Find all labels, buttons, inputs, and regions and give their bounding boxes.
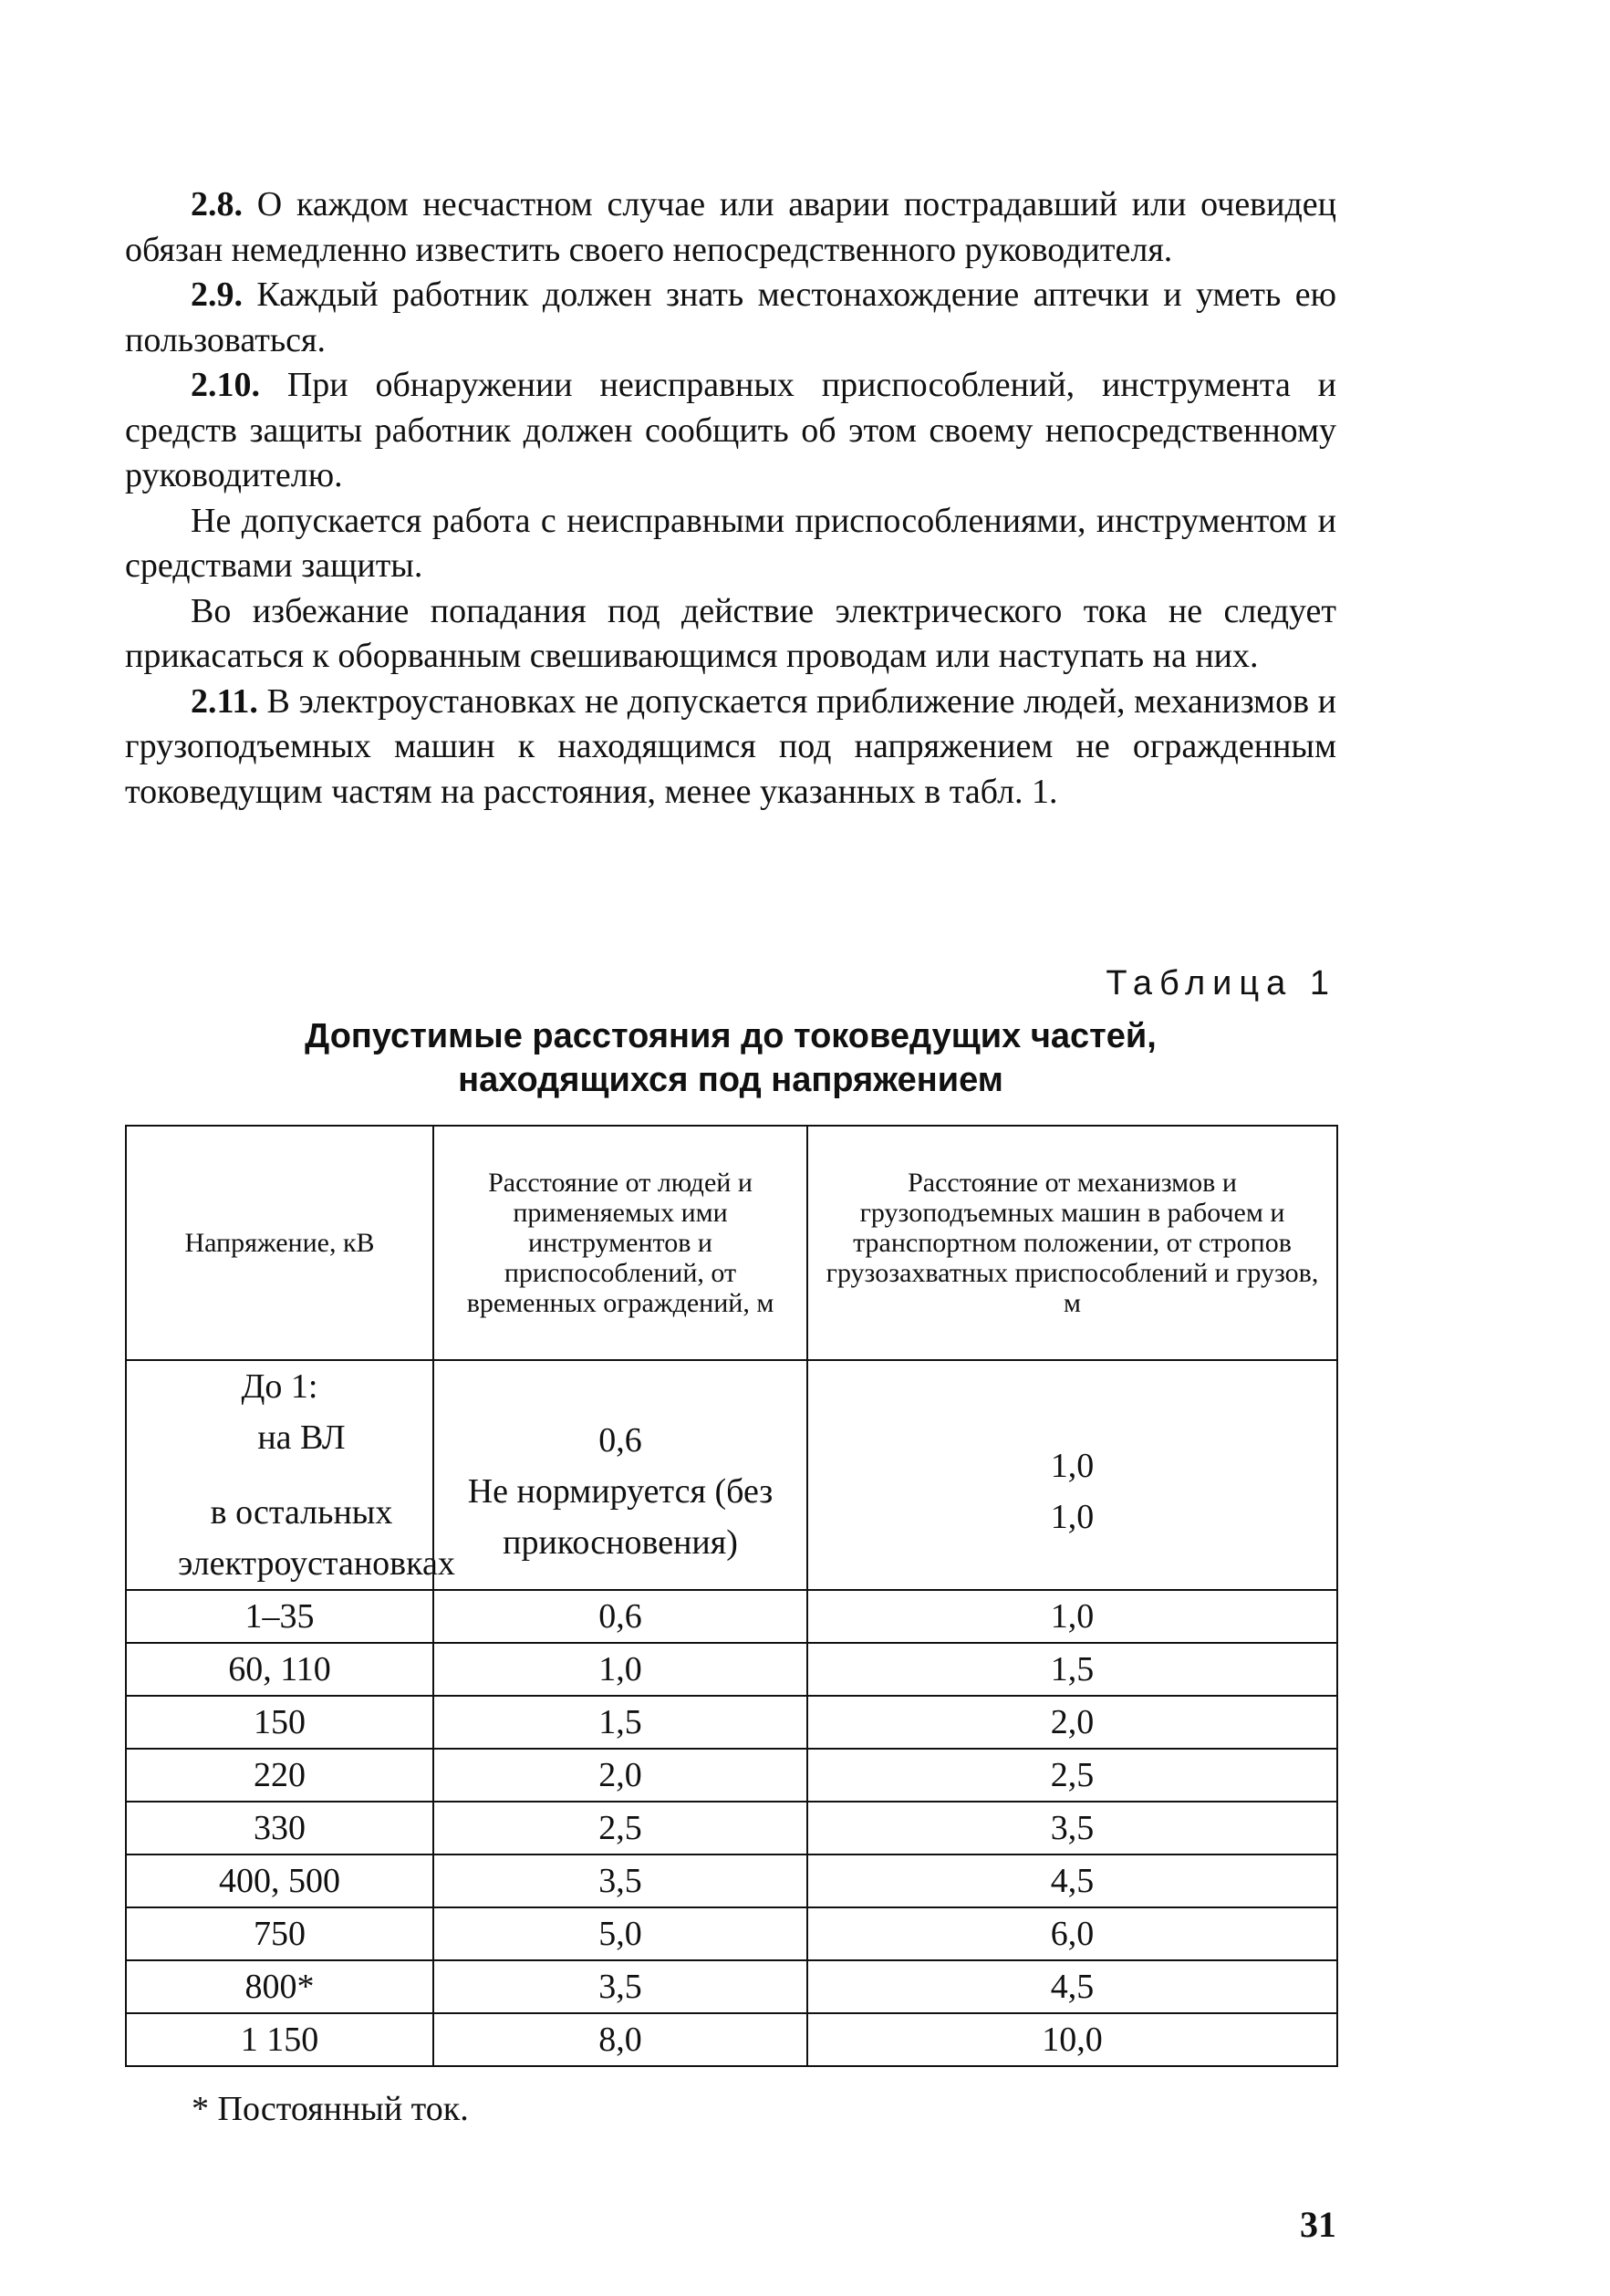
paragraph-text: Во избежание попадания под действие электрического тока не следует прикасаться к оборванным свешивающимся проводам или наступать на них. (125, 591, 1336, 675)
other-installations-label: в остальных электроустановках (178, 1493, 455, 1583)
other-people-value: Не нормируется (без прикосновения) (467, 1472, 774, 1562)
paragraph-number: 2.8. (191, 185, 243, 223)
voltage-cell: 1–35 (126, 1590, 433, 1643)
paragraph-text: Не допускается работа с неисправными приспособлениями, инструментом и средствами защиты. (125, 501, 1336, 585)
table-row (126, 1590, 1337, 1643)
table-row-below-1 (126, 1360, 1337, 1590)
paragraph-number: 2.9. (191, 275, 243, 314)
table-number: Таблица 1 (1106, 964, 1336, 1003)
paragraph-defective-tools (125, 499, 1336, 589)
people-distance-cell: 8,0 (433, 2013, 807, 2066)
table-title-line: находящихся под напряжением (458, 1061, 1003, 1099)
people-distance-cell: 1,0 (433, 1643, 807, 1696)
table-row (126, 1802, 1337, 1854)
paragraph-broken-wires (125, 589, 1336, 680)
distance-table (125, 1125, 1338, 2067)
header-machines-distance: Расстояние от механизмов и грузоподъемных машин в рабочем и транспортном положении, от стропов грузозахватных приспособлений и грузов, м (807, 1126, 1337, 1360)
people-distance-cell: 3,5 (433, 1854, 807, 1907)
machines-distance-cell: 3,5 (807, 1802, 1337, 1854)
people-distance-cell: 0,6 (433, 1590, 807, 1643)
paragraph-text: О каждом несчастном случае или аварии пострадавший или очевидец обязан немедленно известить своего непосредственного руководителя. (125, 185, 1336, 269)
table-row (126, 1696, 1337, 1749)
header-people-distance: Расстояние от людей и применяемых ими инструментов и приспособлений, от временных ограждений, м (433, 1126, 807, 1360)
table-row (126, 1749, 1337, 1802)
machines-distance-cell: 4,5 (807, 1854, 1337, 1907)
voltage-cell: 400, 500 (126, 1854, 433, 1907)
machines-distance-cell: 2,0 (807, 1696, 1337, 1749)
paragraph-2-10 (125, 363, 1336, 499)
vl-label: на ВЛ (257, 1418, 346, 1457)
voltage-cell: 1 150 (126, 2013, 433, 2066)
table-header-row (126, 1126, 1337, 1360)
machines-distance-cell: 4,5 (807, 1960, 1337, 2013)
machines-distance-cell: 6,0 (807, 1907, 1337, 1960)
table-row (126, 1854, 1337, 1907)
below-1-label: До 1: (241, 1367, 318, 1406)
header-voltage: Напряжение, кВ (126, 1126, 433, 1360)
table-title-line: Допустимые расстояния до токоведущих частей, (305, 1017, 1157, 1055)
voltage-cell: 150 (126, 1696, 433, 1749)
paragraph-text: Каждый работник должен знать местонахождение аптечки и уметь ею пользоваться. (125, 275, 1336, 359)
people-distance-cell: 5,0 (433, 1907, 807, 1960)
table-row (126, 1643, 1337, 1696)
people-distance-cell: 1,5 (433, 1696, 807, 1749)
people-below-1 (433, 1360, 807, 1590)
table-footnote: * Постоянный ток. (192, 2090, 469, 2128)
other-machines-value: 1,0 (1050, 1498, 1095, 1536)
vl-machines-value: 1,0 (1050, 1447, 1095, 1485)
paragraph-text: При обнаружении неисправных приспособлений, инструмента и средств защиты работник должен сообщить об этом своему непосредственному руководителю. (125, 366, 1336, 494)
machines-below-1 (807, 1360, 1337, 1590)
machines-distance-cell: 2,5 (807, 1749, 1337, 1802)
voltage-cell: 800* (126, 1960, 433, 2013)
paragraph-number: 2.11. (191, 681, 258, 721)
voltage-cell: 750 (126, 1907, 433, 1960)
voltage-cell: 220 (126, 1749, 433, 1802)
voltage-cell: 60, 110 (126, 1643, 433, 1696)
machines-distance-cell: 1,0 (807, 1590, 1337, 1643)
paragraph-number: 2.10. (191, 366, 260, 404)
machines-distance-cell: 10,0 (807, 2013, 1337, 2066)
table-row (126, 2013, 1337, 2066)
paragraph-text: В электроустановках не допускается приближение людей, механизмов и грузоподъемных машин к находящимся под напряжением не огражденным токоведущим частям на расстояния, менее указанных в табл. 1. (125, 681, 1336, 811)
people-distance-cell: 3,5 (433, 1960, 807, 2013)
vl-people-value: 0,6 (598, 1421, 642, 1460)
people-distance-cell: 2,5 (433, 1802, 807, 1854)
machines-distance-cell: 1,5 (807, 1643, 1337, 1696)
table-row (126, 1960, 1337, 2013)
body-text (125, 182, 1336, 815)
paragraph-2-8 (125, 182, 1336, 273)
page-number: 31 (1300, 2204, 1336, 2245)
table-title (125, 1014, 1336, 1102)
table-row (126, 1907, 1337, 1960)
people-distance-cell: 2,0 (433, 1749, 807, 1802)
voltage-below-1 (126, 1360, 455, 1590)
voltage-cell: 330 (126, 1802, 433, 1854)
paragraph-2-11 (125, 680, 1336, 816)
paragraph-2-9 (125, 273, 1336, 363)
